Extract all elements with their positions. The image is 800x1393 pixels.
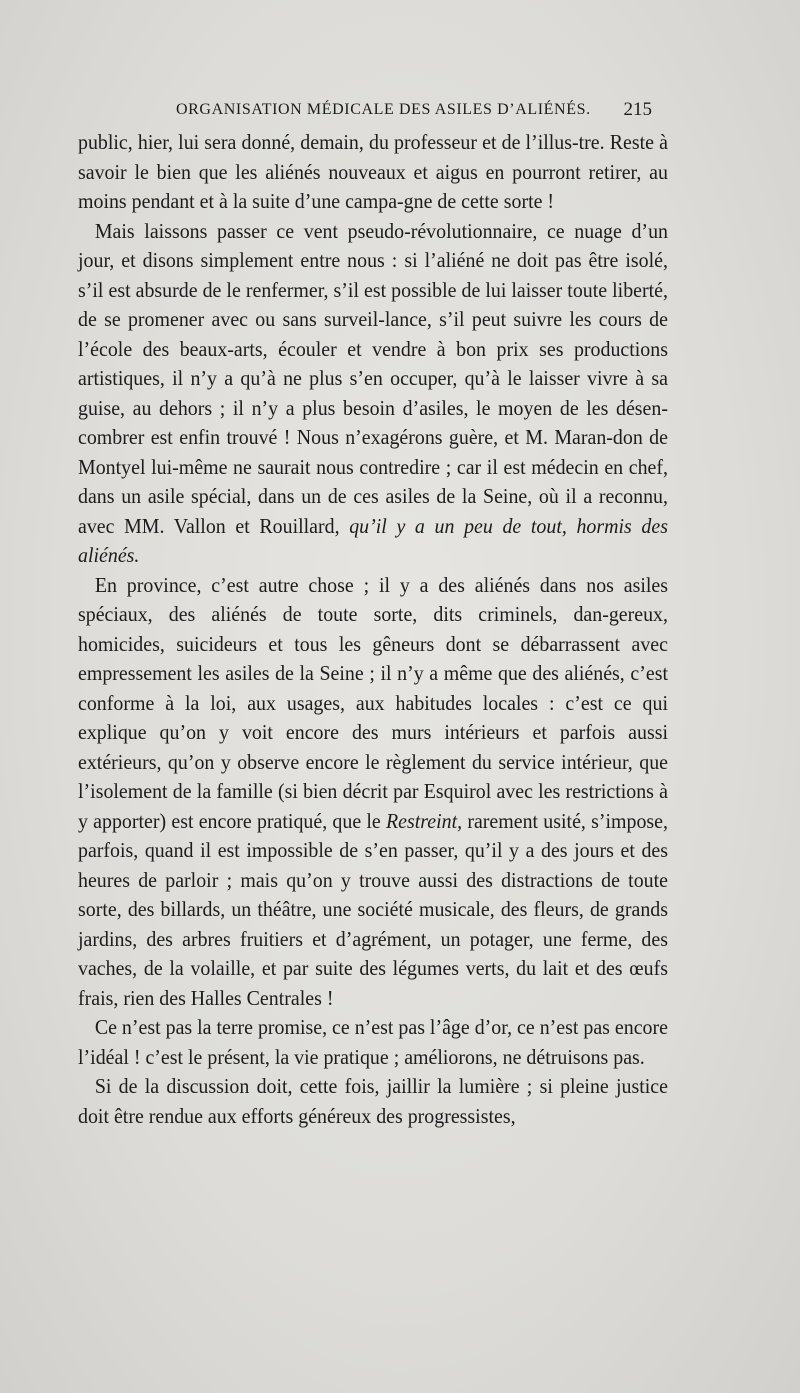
page-body [78, 128, 668, 1131]
italic-term: Restreint, [385, 808, 463, 833]
paragraph-text: Ce n’est pas la terre promise, ce n’est pas l’âge d’or, ce n’est pas encore l’idéal ! c’est le présent, la vie pratique ; améliorons, ne détruisons pas. [78, 1015, 668, 1069]
page-header [78, 98, 652, 122]
paragraph-text: Mais laissons passer ce vent pseudo-révolutionnaire, ce nuage d’un jour, et disons simplement entre nous : si l’aliéné ne doit pas être isolé, s’il est absurde de le renfermer, s’il est possible de lui laisser toute liberté, de se promener avec ou sans surveil-lance, s’il peut suivre les cours de l’école des beaux-arts, écouler et vendre à bon prix ses productions artistiques, il n’y a qu’à ne plus s’en occuper, qu’à le laisser vivre à sa guise, au dehors ; il n’y a plus besoin d’asiles, le moyen de les désen-combrer est enfin trouvé ! Nous n’exagérons guère, et M. Maran-don de Montyel lui-même ne saurait nous contredire ; car il est médecin en chef, dans un asile spécial, dans un de ces asiles de la Seine, où il a reconnu, avec MM. Vallon et Rouillard, [78, 218, 668, 538]
paragraph-text-tail: rarement usité, s’impose, parfois, quand il est impossible de s’en passer, qu’il y a des jours et des heures de parloir ; mais qu’on y trouve aussi des distractions de toute sorte, des billards, un théâtre, une société musicale, des fleurs, de grands jardins, des arbres fruitiers et d’agrément, un potager, une ferme, des vaches, de la volaille, et par suite des légumes verts, du lait et des œufs frais, rien des Halles Centrales ! [78, 808, 668, 1010]
paragraph-text: En province, c’est autre chose ; il y a des aliénés dans nos asiles spéciaux, des aliénés de toute sorte, dits criminels, dan-gereux, homicides, suicideurs et tous les gêneurs dont se débarrassent avec empressement les asiles de la Seine ; il n’y a même que des aliénés, c’est conforme à la loi, aux usages, aux habitudes locales : c’est ce qui explique qu’on y voit encore des murs intérieurs et parfois aussi extérieurs, qu’on y observe encore le règlement du service intérieur, que l’isolement de la famille (si bien décrit par Esquirol avec les restrictions à y apporter) est encore pratiqué, que le [78, 572, 668, 833]
italic-phrase: qu’il y a un peu de tout, hormis des aliénés. [78, 513, 668, 567]
paragraph-5 [78, 1072, 668, 1131]
paragraph-3 [78, 571, 668, 1014]
paragraph-text: Si de la discussion doit, cette fois, jaillir la lumière ; si pleine justice doit être rendue aux efforts généreux des progressistes, [78, 1074, 668, 1128]
running-title: ORGANISATION MÉDICALE DES ASILES D’ALIÉNÉS. [176, 101, 591, 118]
paragraph-2 [78, 217, 668, 571]
paragraph-text: public, hier, lui sera donné, demain, du professeur et de l’illus-tre. Reste à savoir le bien que les aliénés nouveaux et aigus en pourront retirer, au moins pendant et à la suite d’une campa-gne de cette sorte ! [78, 130, 668, 213]
paragraph-4 [78, 1013, 668, 1072]
paragraph-1 [78, 128, 668, 217]
page-number: 215 [623, 99, 652, 120]
